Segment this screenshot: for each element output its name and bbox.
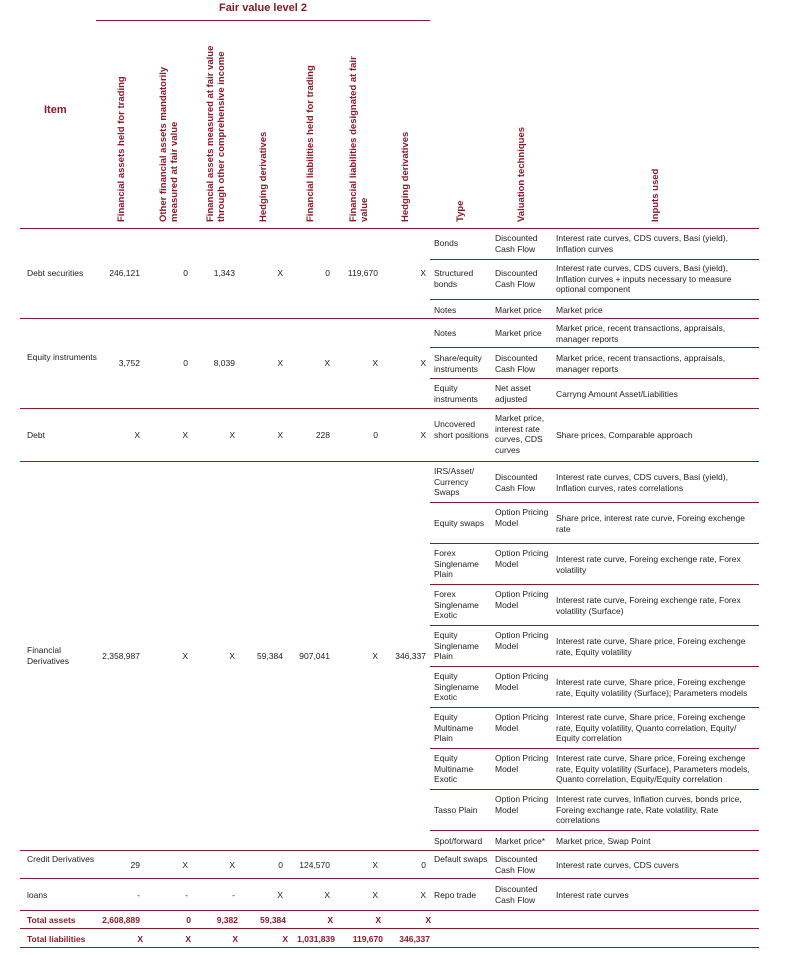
row-divider — [430, 259, 759, 260]
type-cell: Structured bonds — [434, 268, 474, 289]
cell-value: X — [277, 268, 283, 278]
cell-value: X — [182, 430, 188, 440]
col-header-fa-fvoci: Financial assets measured at fair value through other comprehensive income — [205, 45, 227, 222]
item-column-header: Item — [44, 104, 67, 116]
cell-value: X — [327, 915, 333, 925]
type-cell: Repo trade — [434, 890, 477, 900]
cell-value: 9,382 — [216, 915, 238, 925]
type-cell: Equity Singlename Exotic — [434, 671, 479, 703]
type-cell: Tasso Plain — [434, 805, 478, 815]
type-cell: Forex Singlename Exotic — [434, 589, 479, 621]
cell-value: X — [277, 430, 283, 440]
row-divider — [430, 707, 759, 708]
cell-value: X — [420, 358, 426, 368]
technique-cell: Option Pricing Model — [495, 589, 549, 610]
type-cell: Equity Multiname Plain — [434, 712, 474, 744]
cell-value: X — [277, 358, 283, 368]
cell-value: 29 — [130, 860, 140, 870]
cell-value: - — [185, 890, 188, 900]
cell-value: 346,337 — [399, 934, 430, 944]
cell-value: X — [372, 651, 378, 661]
cell-value: 346,337 — [395, 651, 426, 661]
inputs-cell: Market price, recent transactions, appraisals, manager reports — [556, 323, 726, 344]
technique-cell: Market price, interest rate curves, CDS curves — [495, 413, 545, 455]
cell-value: X — [229, 860, 235, 870]
col-header-inputs-used: Inputs used — [650, 168, 661, 222]
cell-value: 1,031,839 — [297, 934, 335, 944]
inputs-cell: Interest rate curves, CDS cuvers, Basi (yield), Inflation curves, rates correlations — [556, 472, 728, 493]
cell-value: - — [232, 890, 235, 900]
cell-value: X — [229, 651, 235, 661]
col-header-fl-designated: Financial liabilities designated at fair value — [348, 56, 370, 222]
group-divider — [20, 910, 759, 911]
cell-value: 119,670 — [347, 268, 378, 278]
cell-value: 0 — [373, 430, 378, 440]
col-header-hedging-derivatives-liab: Hedging derivatives — [400, 131, 411, 222]
technique-cell: Option Pricing Model — [495, 507, 549, 528]
row-divider — [430, 830, 759, 831]
inputs-cell: Interest rate curve, Foreing exchenge rate, Forex volatility (Surface) — [556, 595, 741, 616]
cell-value: X — [324, 890, 330, 900]
technique-cell: Option Pricing Model — [495, 630, 549, 651]
technique-cell: Market price — [495, 305, 542, 315]
row-label: Total assets — [27, 915, 76, 925]
technique-cell: Discounted Cash Flow — [495, 268, 538, 289]
technique-cell: Discounted Cash Flow — [495, 472, 538, 493]
technique-cell: Discounted Cash Flow — [495, 233, 538, 254]
inputs-cell: Carryng Amount Asset/Liabilities — [556, 389, 678, 399]
group-divider — [20, 850, 759, 851]
inputs-cell: Share price, interest rate curve, Foreing exchenge rate — [556, 513, 745, 534]
row-divider — [430, 347, 759, 348]
cell-value: 0 — [186, 915, 191, 925]
cell-value: 2,608,889 — [102, 915, 140, 925]
technique-cell: Option Pricing Model — [495, 753, 549, 774]
type-cell: Equity instruments — [434, 383, 478, 404]
row-label: loans — [27, 890, 48, 900]
row-divider — [430, 584, 759, 585]
cell-value: 2,358,987 — [102, 651, 140, 661]
inputs-cell: Interest rate curve, Share price, Foreing exchenge rate, Equity volatility — [556, 636, 746, 657]
row-label: Debt securities — [27, 268, 84, 278]
cell-value: X — [375, 915, 381, 925]
inputs-cell: Market price — [556, 305, 603, 315]
technique-cell: Option Pricing Model — [495, 712, 549, 733]
cell-value: X — [185, 934, 191, 944]
cell-value: X — [277, 890, 283, 900]
cell-value: X — [420, 890, 426, 900]
type-cell: Notes — [434, 305, 457, 315]
inputs-cell: Interest rate curve, Share price, Foreing exchenge rate, Equity volatility (Surface), Parameters models, Quanto correlation, Equity/Equity correlation — [556, 753, 750, 785]
cell-value: X — [182, 860, 188, 870]
technique-cell: Discounted Cash Flow — [495, 854, 538, 875]
cell-value: 3,752 — [118, 358, 140, 368]
row-divider — [430, 625, 759, 626]
group-divider — [20, 928, 759, 929]
type-cell: Notes — [434, 328, 457, 338]
col-header-hedging-derivatives-assets: Hedging derivatives — [258, 131, 269, 222]
inputs-cell: Interest rate curve, Share price, Foreing exchenge rate, Equity volatility (Surface); Parameters models — [556, 677, 748, 698]
type-cell: Default swaps — [434, 854, 488, 864]
cell-value: X — [425, 915, 431, 925]
cell-value: X — [232, 934, 238, 944]
row-label: Total liabilities — [27, 934, 86, 944]
technique-cell: Market price* — [495, 836, 546, 846]
col-header-fl-held-trading: Financial liabilities held for trading — [305, 65, 316, 222]
row-divider — [430, 502, 759, 503]
group-divider — [20, 461, 759, 462]
cell-value: 228 — [315, 430, 330, 440]
type-cell: IRS/Asset/ Currency Swaps — [434, 466, 475, 498]
technique-cell: Option Pricing Model — [495, 548, 549, 569]
cell-value: X — [372, 890, 378, 900]
type-cell: Spot/forward — [434, 836, 483, 846]
col-header-other-fa-mandatorily: Other financial assets mandatorily measured at fair value — [158, 66, 180, 222]
inputs-cell: Interest rate curves, CDS cuvers, Basi (yield), Inflation curves + inputs necessary to measure optional component — [556, 263, 732, 295]
cell-value: X — [420, 430, 426, 440]
row-label: Debt — [27, 430, 45, 440]
inputs-cell: Interest rate curves, Inflation curves, bonds price, Foreing exchange rate, Rate volatility, Rate correlations — [556, 794, 742, 826]
cell-value: 8,039 — [213, 358, 235, 368]
cell-value: X — [420, 268, 426, 278]
group-divider — [20, 408, 759, 409]
cell-value: X — [182, 651, 188, 661]
col-header-valuation-techniques: Valuation techniques — [516, 126, 527, 222]
inputs-cell: Interest rate curve, Foreing exchenge rate, Forex volatility — [556, 554, 741, 575]
type-cell: Forex Singlename Plain — [434, 548, 479, 580]
col-header-fa-held-trading: Financial assets held for trading — [116, 76, 127, 222]
cell-value: X — [372, 860, 378, 870]
cell-value: 0 — [421, 860, 426, 870]
type-cell: Bonds — [434, 238, 459, 248]
row-divider — [430, 378, 759, 379]
row-label: Credit Derivatives — [27, 854, 95, 864]
table-bottom-border — [20, 947, 759, 948]
row-label: Equity instruments — [27, 352, 97, 362]
type-cell: Share/equity instruments — [434, 353, 482, 374]
row-divider — [430, 299, 759, 300]
inputs-cell: Interest rate curve, Share price, Foreing exchenge rate, Equity volatility, Quanto correlation, Equity/ Equity correlation — [556, 712, 746, 744]
cell-value: X — [282, 934, 288, 944]
cell-value: X — [229, 430, 235, 440]
technique-cell: Option Pricing Model — [495, 794, 549, 815]
col-header-type: Type — [455, 200, 466, 222]
cell-value: 0 — [183, 358, 188, 368]
row-label: Financial Derivatives — [27, 645, 70, 666]
cell-value: X — [372, 358, 378, 368]
inputs-cell: Share prices, Comparable approach — [556, 430, 693, 440]
cell-value: 907,041 — [299, 651, 330, 661]
inputs-cell: Interest rate curves, CDS cuvers — [556, 860, 679, 870]
cell-value: X — [324, 358, 330, 368]
type-cell: Equity Multiname Exotic — [434, 753, 474, 785]
group-divider — [20, 878, 759, 879]
cell-value: 59,384 — [257, 651, 283, 661]
inputs-cell: Market price, recent transactions, appraisals, manager reports — [556, 353, 726, 374]
cell-value: - — [137, 890, 140, 900]
technique-cell: Discounted Cash Flow — [495, 884, 538, 905]
cell-value: X — [137, 934, 143, 944]
type-cell: Uncovered short positions — [434, 419, 489, 440]
row-divider — [430, 543, 759, 544]
group-divider — [20, 318, 759, 319]
fair-value-level-2-title: Fair value level 2 — [218, 2, 308, 14]
technique-cell: Option Pricing Model — [495, 671, 549, 692]
cell-value: 246,121 — [109, 268, 140, 278]
type-cell: Equity Singlename Plain — [434, 630, 479, 662]
type-cell: Equity swaps — [434, 518, 485, 528]
cell-value: 124,570 — [299, 860, 330, 870]
technique-cell: Market price — [495, 328, 542, 338]
technique-cell: Discounted Cash Flow — [495, 353, 538, 374]
row-divider — [430, 789, 759, 790]
row-divider — [430, 748, 759, 749]
table-top-border — [20, 228, 759, 229]
header-divider — [96, 20, 430, 21]
inputs-cell: Interest rate curves, CDS cuvers, Basi (yield), Inflation curves — [556, 233, 728, 254]
cell-value: 119,670 — [352, 934, 383, 944]
cell-value: 59,384 — [260, 915, 286, 925]
cell-value: 0 — [278, 860, 283, 870]
cell-value: 0 — [183, 268, 188, 278]
cell-value: X — [134, 430, 140, 440]
technique-cell: Net asset adjusted — [495, 383, 531, 404]
cell-value: 0 — [325, 268, 330, 278]
inputs-cell: Interest rate curves — [556, 890, 629, 900]
cell-value: 1,343 — [213, 268, 235, 278]
inputs-cell: Market price, Swap Point — [556, 836, 651, 846]
row-divider — [430, 666, 759, 667]
